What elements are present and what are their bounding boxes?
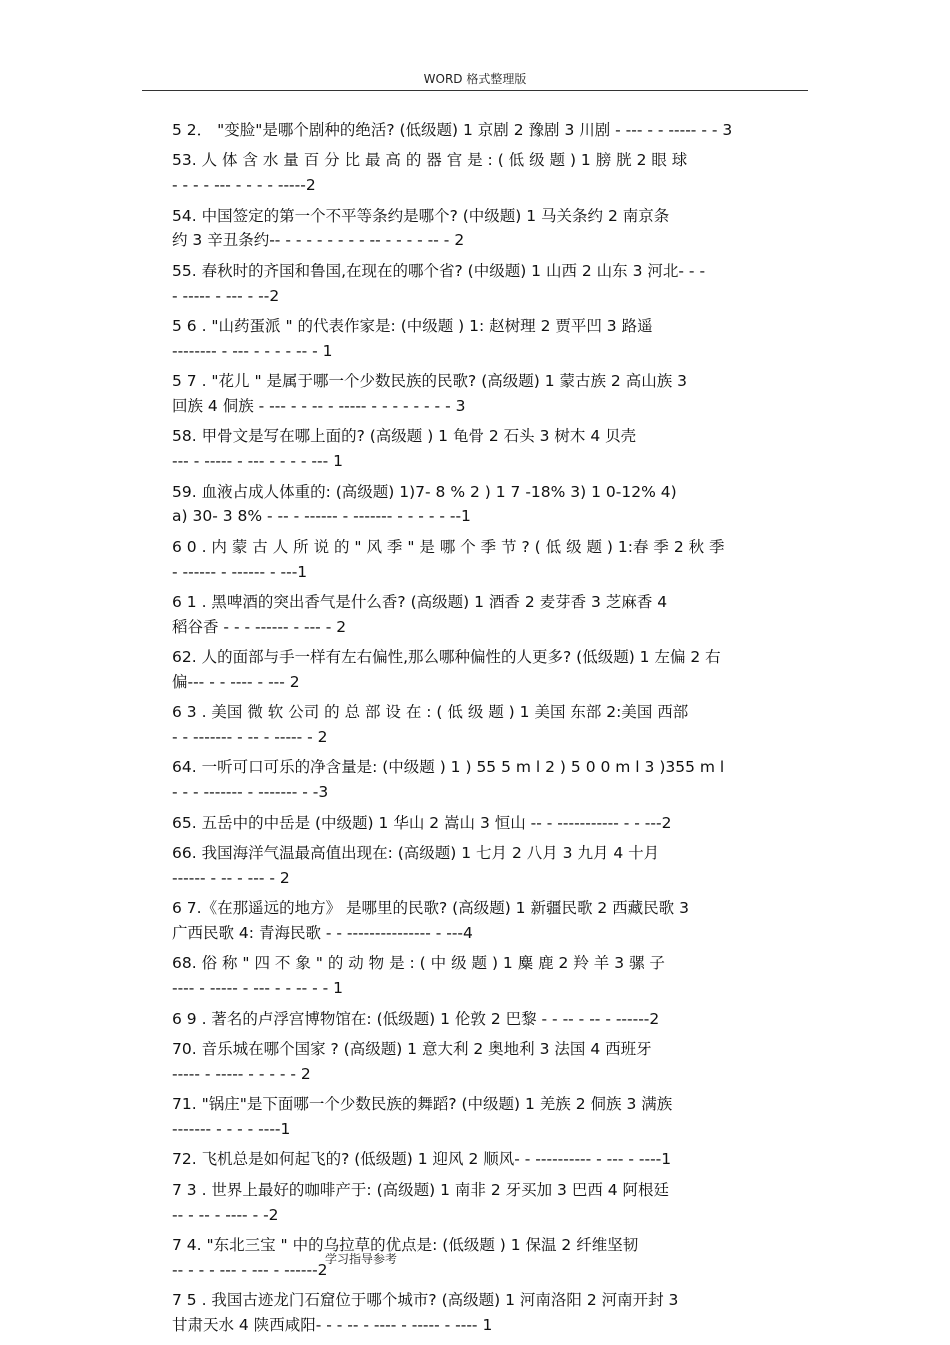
question-text: 58. 甲骨文是写在哪上面的? (高级题 ) 1 龟骨 2 石头 3 树木 4 贝壳 — [172, 427, 637, 446]
question-text: 65. 五岳中的中岳是 (中级题) 1 华山 2 嵩山 3 恒山 -- - ----------- - - ---2 — [172, 813, 672, 832]
question-text: 71. "锅庄"是下面哪一个少数民族的舞蹈? (中级题) 1 羌族 2 侗族 3 满族 — [172, 1095, 673, 1114]
question-answer-line: - - - ------- - ------- - -3 — [172, 783, 329, 802]
quiz-question — [172, 1233, 917, 1283]
quiz-question — [172, 1288, 917, 1338]
quiz-question — [172, 841, 917, 891]
question-text: 7 5 . 我国古迹龙门石窟位于哪个城市? (高级题) 1 河南洛阳 2 河南开封 3 — [172, 1291, 679, 1310]
question-answer-line: - ------ - ------ - ---1 — [172, 562, 308, 581]
quiz-question — [172, 259, 917, 309]
page-header: WORD 格式整理版 — [423, 72, 527, 86]
question-answer-line: 约 3 辛丑条约-- - - - - - - - - -- - - - - -- - 2 — [172, 231, 465, 250]
question-answer-line: --- - ----- - --- - - - - --- 1 — [172, 452, 343, 471]
question-text: 6 3 . 美国 微 软 公司 的 总 部 设 在 : ( 低 级 题 ) 1 美国 东部 2:美国 西部 — [172, 703, 689, 722]
question-answer-line: ------ - -- - --- - 2 — [172, 868, 290, 887]
question-text: 59. 血液占成人体重的: (高级题) 1)7- 8 % 2 ) 1 7 -18% 3) 1 0-12% 4) — [172, 482, 677, 501]
quiz-question — [172, 951, 917, 1001]
question-answer-line: ---- - ----- - --- - - -- - - 1 — [172, 979, 343, 998]
question-text: 7 4. "东北三宝 " 中的乌拉草的优点是: (低级题 ) 1 保温 2 纤维坚韧 — [172, 1235, 639, 1254]
question-answer-line: 偏--- - - ---- - --- 2 — [172, 672, 300, 691]
question-answer-line: -- - -- - ---- - -2 — [172, 1205, 279, 1224]
question-answer-line: - ----- - --- - --2 — [172, 286, 280, 305]
question-answer-line: - - - - --- - - - - -----2 — [172, 176, 316, 195]
question-answer-line: 广西民歌 4: 青海民歌 - - --------------- - ---4 — [172, 924, 473, 943]
question-answer-line: -- - - - --- - --- - ------2 — [172, 1260, 328, 1279]
quiz-question — [172, 755, 917, 805]
question-text: 72. 飞机总是如何起飞的? (低级题) 1 迎风 2 顺风- - ---------- - --- - ----1 — [172, 1150, 672, 1169]
question-text: 7 3 . 世界上最好的咖啡产于: (高级题) 1 南非 2 牙买加 3 巴西 4 阿根廷 — [172, 1180, 670, 1199]
quiz-question — [172, 148, 917, 198]
question-answer-line: - - ------- - -- - ----- - 2 — [172, 728, 328, 747]
quiz-question — [172, 480, 917, 530]
question-text: 6 7.《在那遥远的地方》 是哪里的民歌? (高级题) 1 新疆民歌 2 西藏民歌 3 — [172, 899, 689, 918]
quiz-question — [172, 314, 917, 364]
question-text: 5 2． "变脸"是哪个剧种的绝活? (低级题) 1 京剧 2 豫剧 3 川剧 - --- - - ----- - - 3 — [172, 121, 733, 139]
quiz-question — [172, 811, 917, 836]
question-text: 55. 春秋时的齐国和鲁国,在现在的哪个省? (中级题) 1 山西 2 山东 3 河北- - - — [172, 261, 706, 280]
question-text: 6 1 . 黑啤酒的突出香气是什么香? (高级题) 1 酒香 2 麦芽香 3 芝麻香 4 — [172, 592, 668, 611]
header-divider — [142, 90, 808, 91]
question-text: 5 7 . "花儿 " 是属于哪一个少数民族的民歌? (高级题) 1 蒙古族 2 高山族 3 — [172, 372, 688, 391]
question-text: 70. 音乐城在哪个国家 ? (高级题) 1 意大利 2 奥地利 3 法国 4 西班牙 — [172, 1039, 652, 1058]
question-text: 6 9 . 著名的卢浮宫博物馆在: (低级题) 1 伦敦 2 巴黎 - - -- - -- - ------2 — [172, 1009, 660, 1028]
question-text: 54. 中国签定的第一个不平等条约是哪个? (中级题) 1 马关条约 2 南京条 — [172, 206, 670, 225]
quiz-question — [172, 700, 917, 750]
question-answer-line: 甘肃天水 4 陕西咸阳- - - -- - ---- - ----- - ---- 1 — [172, 1315, 493, 1334]
quiz-question — [172, 535, 917, 585]
question-answer-line: a) 30- 3 8% - -- - ------ - ------- - - - - - --1 — [172, 507, 471, 526]
question-answer-line: ------- - - - - ----1 — [172, 1119, 291, 1138]
question-text: 66. 我国海洋气温最高值出现在: (高级题) 1 七月 2 八月 3 九月 4 十月 — [172, 844, 660, 863]
question-text: 5 6 . "山药蛋派 " 的代表作家是: (中级题 ) 1: 赵树理 2 贾平凹 3 路遥 — [172, 316, 653, 335]
quiz-question — [172, 645, 917, 695]
question-answer-line: 稻谷香 - - - ------ - --- - 2 — [172, 617, 347, 636]
quiz-question — [172, 1007, 917, 1032]
question-text: 53. 人 体 含 水 量 百 分 比 最 高 的 器 官 是 : ( 低 级 题 ) 1 膀 胱 2 眼 球 — [172, 151, 688, 170]
question-text: 64. 一听可口可乐的净含量是: (中级题 ) 1 ) 55 5 m l 2 ) 5 0 0 m l 3 )355 m l — [172, 758, 725, 777]
question-text: 62. 人的面部与手一样有左右偏性,那么哪种偏性的人更多? (低级题) 1 左偏 2 右 — [172, 648, 721, 667]
quiz-question — [172, 204, 917, 254]
quiz-question — [172, 1178, 917, 1228]
quiz-question — [172, 424, 917, 474]
page-footer: 学习指导参考 — [325, 1252, 398, 1266]
quiz-question — [172, 1092, 917, 1142]
quiz-question — [172, 1037, 917, 1087]
question-text: 68. 俗 称 " 四 不 象 " 的 动 物 是 : ( 中 级 题 ) 1 麋 鹿 2 羚 羊 3 骡 子 — [172, 954, 665, 973]
quiz-question — [172, 896, 917, 946]
quiz-question — [172, 1147, 917, 1172]
question-list — [172, 118, 917, 1343]
question-text: 6 0 . 内 蒙 古 人 所 说 的 " 风 季 " 是 哪 个 季 节 ? ( 低 级 题 ) 1:春 季 2 秋 季 — [172, 537, 725, 556]
question-answer-line: -------- - --- - - - - -- - 1 — [172, 341, 333, 360]
quiz-question — [172, 590, 917, 640]
question-answer-line: 回族 4 侗族 - --- - - -- - ----- - - - - - - - - 3 — [172, 396, 466, 415]
question-answer-line: ----- - ----- - - - - - 2 — [172, 1064, 311, 1083]
quiz-question — [172, 369, 917, 419]
quiz-question — [172, 118, 917, 143]
